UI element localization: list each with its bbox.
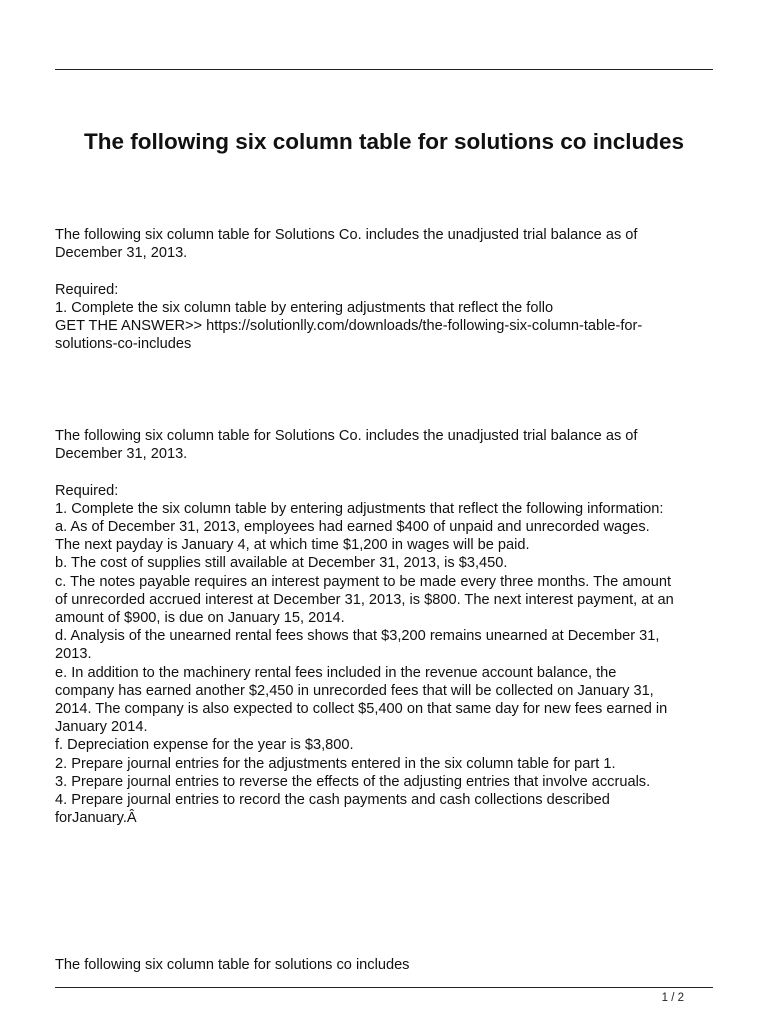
- text-line: 3. Prepare journal entries to reverse the effects of the adjusting entries that involve accruals.: [55, 773, 651, 790]
- excerpt-line: Required:: [55, 281, 119, 298]
- text-line: 2014. The company is also expected to collect $5,400 on that same day for new fees earned in: [55, 701, 668, 718]
- text-line: e. In addition to the machinery rental fees included in the revenue account balance, the: [55, 664, 617, 681]
- text-line: Required:: [55, 482, 119, 499]
- excerpt-line: 1. Complete the six column table by entering adjustments that reflect the follo: [55, 299, 554, 316]
- text-line: company has earned another $2,450 in unrecorded fees that will be collected on January 31,: [55, 682, 654, 699]
- excerpt-paragraph: [55, 226, 720, 353]
- excerpt-line: December 31, 2013.: [55, 245, 188, 262]
- excerpt-gap: [55, 262, 720, 280]
- text-line: b. The cost of supplies still available at December 31, 2013, is $3,450.: [55, 555, 508, 572]
- full-question-text: [55, 427, 720, 827]
- text-gap: [55, 463, 720, 481]
- text-line: forJanuary.Â: [55, 810, 137, 827]
- page-number: 1 / 2: [661, 992, 684, 1004]
- text-line: January 2014.: [55, 719, 148, 736]
- text-line: 2. Prepare journal entries for the adjustments entered in the six column table for part 1.: [55, 755, 616, 772]
- text-line: December 31, 2013.: [55, 446, 188, 463]
- page-title: The following six column table for solutions co includes: [83, 129, 685, 154]
- text-line: 1. Complete the six column table by entering adjustments that reflect the following information:: [55, 500, 664, 517]
- excerpt-line: The following six column table for Solutions Co. includes the unadjusted trial balance as of: [55, 227, 638, 243]
- text-line: a. As of December 31, 2013, employees had earned $400 of unpaid and unrecorded wages.: [55, 519, 650, 535]
- bottom-divider: [55, 987, 713, 988]
- text-line: of unrecorded accrued interest at December 31, 2013, is $800. The next interest payment, at an: [55, 591, 674, 608]
- footer-title: The following six column table for solutions co includes: [55, 957, 410, 973]
- top-divider: [55, 69, 713, 70]
- text-line: The next payday is January 4, at which time $1,200 in wages will be paid.: [55, 537, 530, 554]
- answer-link[interactable]: GET THE ANSWER>> https://solutionlly.com/downloads/the-following-six-column-table-for-: [55, 318, 643, 334]
- text-line: 2013.: [55, 646, 92, 663]
- answer-link-continued[interactable]: solutions-co-includes: [55, 336, 192, 353]
- text-line: 4. Prepare journal entries to record the cash payments and cash collections described: [55, 792, 610, 809]
- text-line: d. Analysis of the unearned rental fees shows that $3,200 remains unearned at December 31,: [55, 628, 660, 645]
- text-line: amount of $900, is due on January 15, 2014.: [55, 610, 345, 627]
- text-line: c. The notes payable requires an interest payment to be made every three months. The amount: [55, 573, 671, 590]
- text-line: The following six column table for Solutions Co. includes the unadjusted trial balance as of: [55, 428, 638, 444]
- text-line: f. Depreciation expense for the year is $3,800.: [55, 737, 354, 754]
